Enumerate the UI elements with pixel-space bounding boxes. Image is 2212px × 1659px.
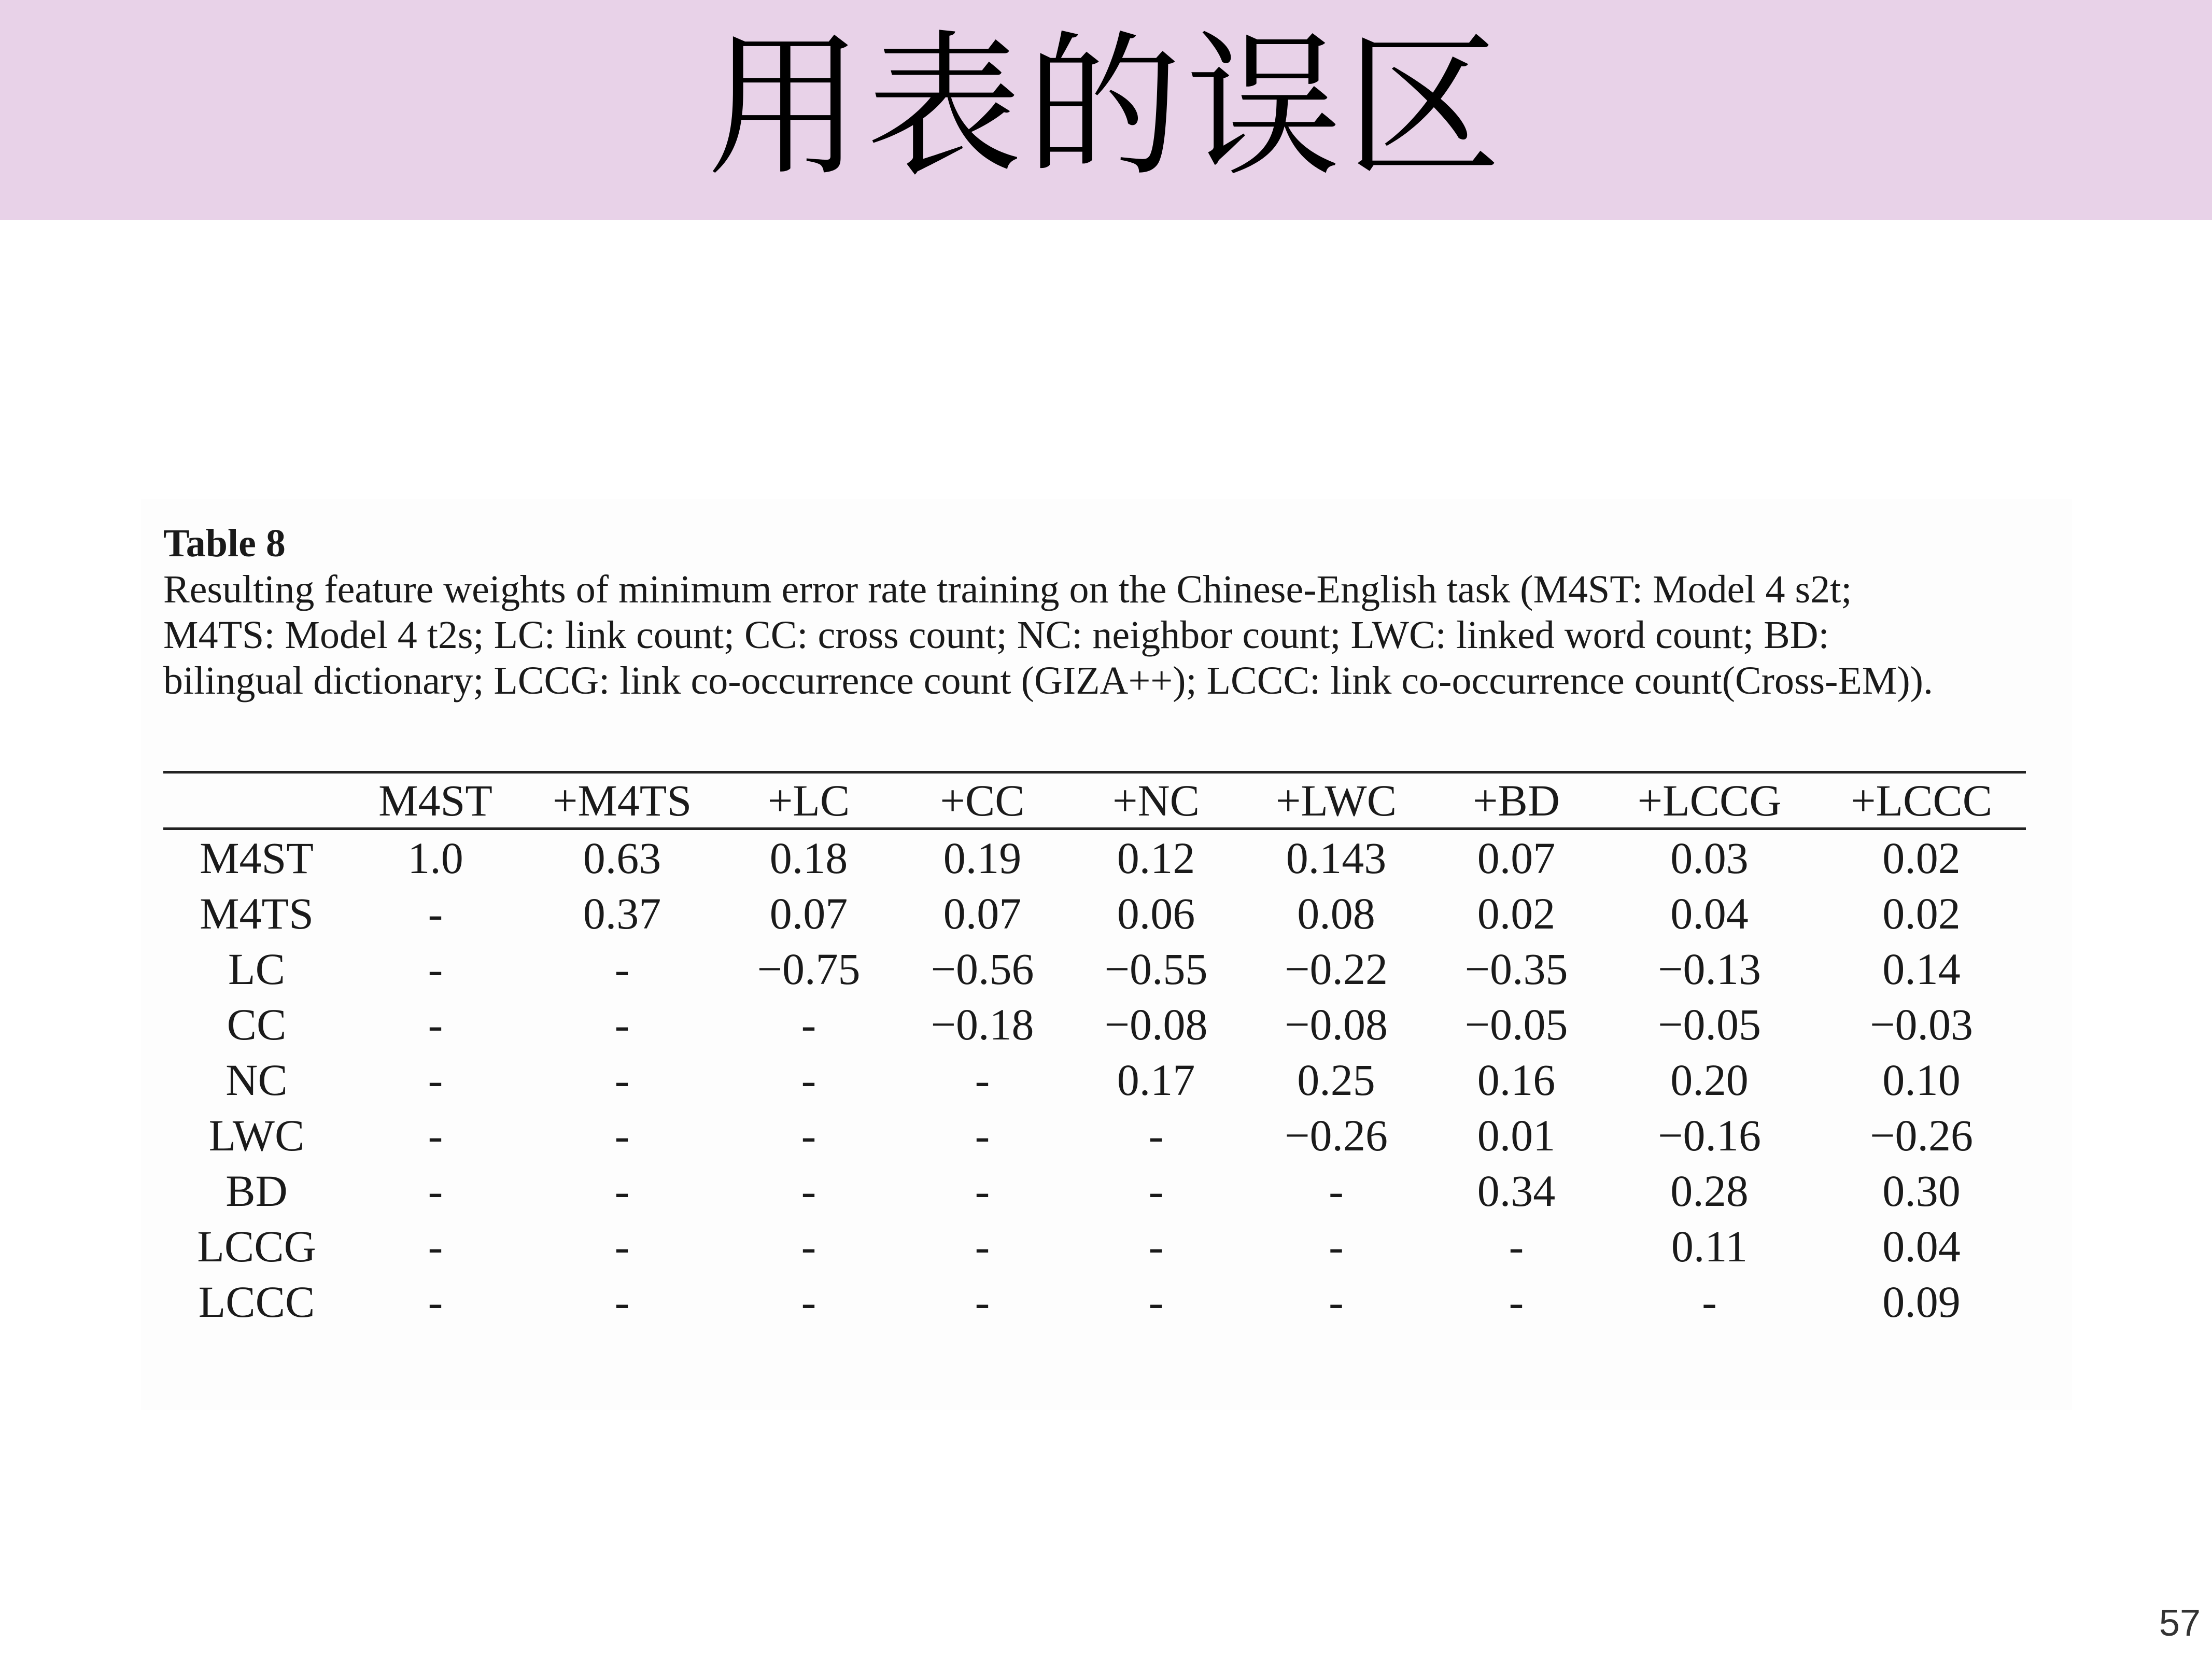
table-cell: - [428, 1221, 443, 1271]
row-header-cell: NC [226, 1055, 288, 1105]
table-cell: 0.03 [1670, 833, 1749, 883]
table-cell: - [975, 1165, 990, 1216]
table-cell: - [1148, 1221, 1164, 1271]
table-cell: 0.06 [1117, 888, 1195, 938]
feature-weights-table [163, 771, 2026, 1329]
table-cell: - [428, 1055, 443, 1105]
column-header-empty [163, 772, 350, 829]
table-cell: - [1509, 1221, 1524, 1271]
column-header: +CC [940, 776, 1025, 825]
table-cell: 0.04 [1670, 888, 1749, 938]
table-body [163, 829, 2026, 1330]
table-cell: −0.56 [931, 944, 1034, 994]
table-cell: −0.08 [1284, 999, 1388, 1049]
table-cell: 0.18 [769, 833, 848, 883]
table-cell: 0.02 [1882, 833, 1961, 883]
table-cell: - [614, 1276, 630, 1327]
table-cell: 0.63 [583, 833, 661, 883]
column-header: +LC [767, 776, 850, 825]
table-cell: −0.05 [1464, 999, 1568, 1049]
table-cell: 0.07 [1477, 833, 1556, 883]
row-header-cell: LCCG [197, 1221, 316, 1271]
table-row [163, 885, 2026, 941]
row-header-cell: BD [226, 1165, 288, 1216]
table-caption: Resulting feature weights of minimum error rate training on the Chinese-English task (M4ST: Model 4 s2t; M4TS: Model 4 t2s; LC: link count; CC: cross count; NC: neighbor count; LWC: linked word count; BD: bilingual dictionary; LCCG: link co-occurrence count (GIZA++); LCCC: link co-occurrence count(Cross-EM)). [163, 568, 1933, 702]
table-cell: - [614, 944, 630, 994]
table-cell: - [801, 1110, 816, 1160]
table-cell: - [614, 1165, 630, 1216]
table-cell: - [975, 1110, 990, 1160]
table-cell: 0.20 [1670, 1055, 1749, 1105]
column-header: +LCCC [1850, 776, 1993, 825]
row-header-cell: LC [228, 944, 285, 994]
table-cell: 0.11 [1671, 1221, 1748, 1271]
table-cell: −0.26 [1284, 1110, 1388, 1160]
table-cell: - [1329, 1165, 1344, 1216]
table-cell: 0.07 [943, 888, 1022, 938]
table-cell: −0.75 [757, 944, 861, 994]
table-cell: 0.37 [583, 888, 661, 938]
table-cell: 0.19 [943, 833, 1022, 883]
table-row [163, 941, 2026, 996]
table-cell: 0.34 [1477, 1165, 1556, 1216]
table-cell: 0.10 [1882, 1055, 1961, 1105]
table-caption-block [163, 520, 2030, 704]
table-cell: - [1148, 1276, 1164, 1327]
table-cell: - [614, 1110, 630, 1160]
table-cell: - [1329, 1221, 1344, 1271]
table-cell: −0.03 [1869, 999, 1973, 1049]
table-cell: 0.143 [1286, 833, 1387, 883]
table-cell: 1.0 [407, 833, 463, 883]
table-cell: - [801, 1221, 816, 1271]
table-cell: - [614, 1055, 630, 1105]
row-header-cell: LWC [208, 1110, 305, 1160]
table-cell: - [801, 999, 816, 1049]
table-cell: - [428, 1165, 443, 1216]
column-header: +M4TS [552, 776, 692, 825]
table-cell: - [1148, 1165, 1164, 1216]
slide-title: 用表的误区 [707, 17, 1505, 198]
table-cell: 0.12 [1117, 833, 1195, 883]
table-cell: −0.08 [1104, 999, 1208, 1049]
column-header: +LWC [1275, 776, 1397, 825]
table-cell: - [1702, 1276, 1717, 1327]
table-cell: 0.16 [1477, 1055, 1556, 1105]
table-cell: - [614, 1221, 630, 1271]
table-cell: 0.14 [1882, 944, 1961, 994]
table-row [163, 1163, 2026, 1218]
table-cell: 0.04 [1882, 1221, 1961, 1271]
page-number: 57 [2159, 1602, 2201, 1644]
table-row [163, 1274, 2026, 1329]
table-cell: −0.16 [1657, 1110, 1761, 1160]
table-cell: - [801, 1276, 816, 1327]
table-cell: −0.18 [931, 999, 1034, 1049]
table-cell: - [428, 999, 443, 1049]
row-header-cell: M4TS [200, 888, 314, 938]
table-cell: - [428, 944, 443, 994]
table-cell: −0.05 [1657, 999, 1761, 1049]
table-cell: - [428, 888, 443, 938]
table-cell: 0.02 [1882, 888, 1961, 938]
table-cell: - [614, 999, 630, 1049]
table-row [163, 1107, 2026, 1163]
table-figure [141, 499, 2072, 1410]
table-cell: −0.55 [1104, 944, 1208, 994]
table-cell: 0.28 [1670, 1165, 1749, 1216]
table-cell: - [975, 1276, 990, 1327]
table-cell: - [1329, 1276, 1344, 1327]
table-cell: 0.01 [1477, 1110, 1556, 1160]
table-cell: −0.35 [1464, 944, 1568, 994]
table-cell: −0.26 [1869, 1110, 1973, 1160]
table-cell: 0.17 [1117, 1055, 1195, 1105]
column-header: M4ST [378, 776, 492, 825]
table-cell: 0.02 [1477, 888, 1556, 938]
table-cell: −0.22 [1284, 944, 1388, 994]
table-cell: −0.13 [1657, 944, 1761, 994]
table-cell: - [428, 1110, 443, 1160]
table-cell: - [975, 1221, 990, 1271]
table-cell: 0.08 [1297, 888, 1375, 938]
table-label: Table 8 [163, 522, 286, 565]
column-header: +BD [1473, 776, 1560, 825]
table-cell: - [975, 1055, 990, 1105]
table-row [163, 1218, 2026, 1274]
column-header: +LCCG [1637, 776, 1782, 825]
table-cell: - [428, 1276, 443, 1327]
table-cell: - [801, 1055, 816, 1105]
table-header-row [163, 772, 2026, 829]
table-cell: - [1509, 1276, 1524, 1327]
table-cell: - [801, 1165, 816, 1216]
table-row [163, 829, 2026, 886]
row-header-cell: LCCC [198, 1276, 315, 1327]
table-cell: - [1148, 1110, 1164, 1160]
table-row [163, 1052, 2026, 1107]
table-cell: 0.07 [769, 888, 848, 938]
table-cell: 0.30 [1882, 1165, 1961, 1216]
table-cell: 0.25 [1297, 1055, 1375, 1105]
column-header: +NC [1112, 776, 1200, 825]
table-row [163, 996, 2026, 1052]
row-header-cell: M4ST [200, 833, 314, 883]
title-bar [0, 0, 2212, 220]
table-cell: 0.09 [1882, 1276, 1961, 1327]
row-header-cell: CC [227, 999, 287, 1049]
